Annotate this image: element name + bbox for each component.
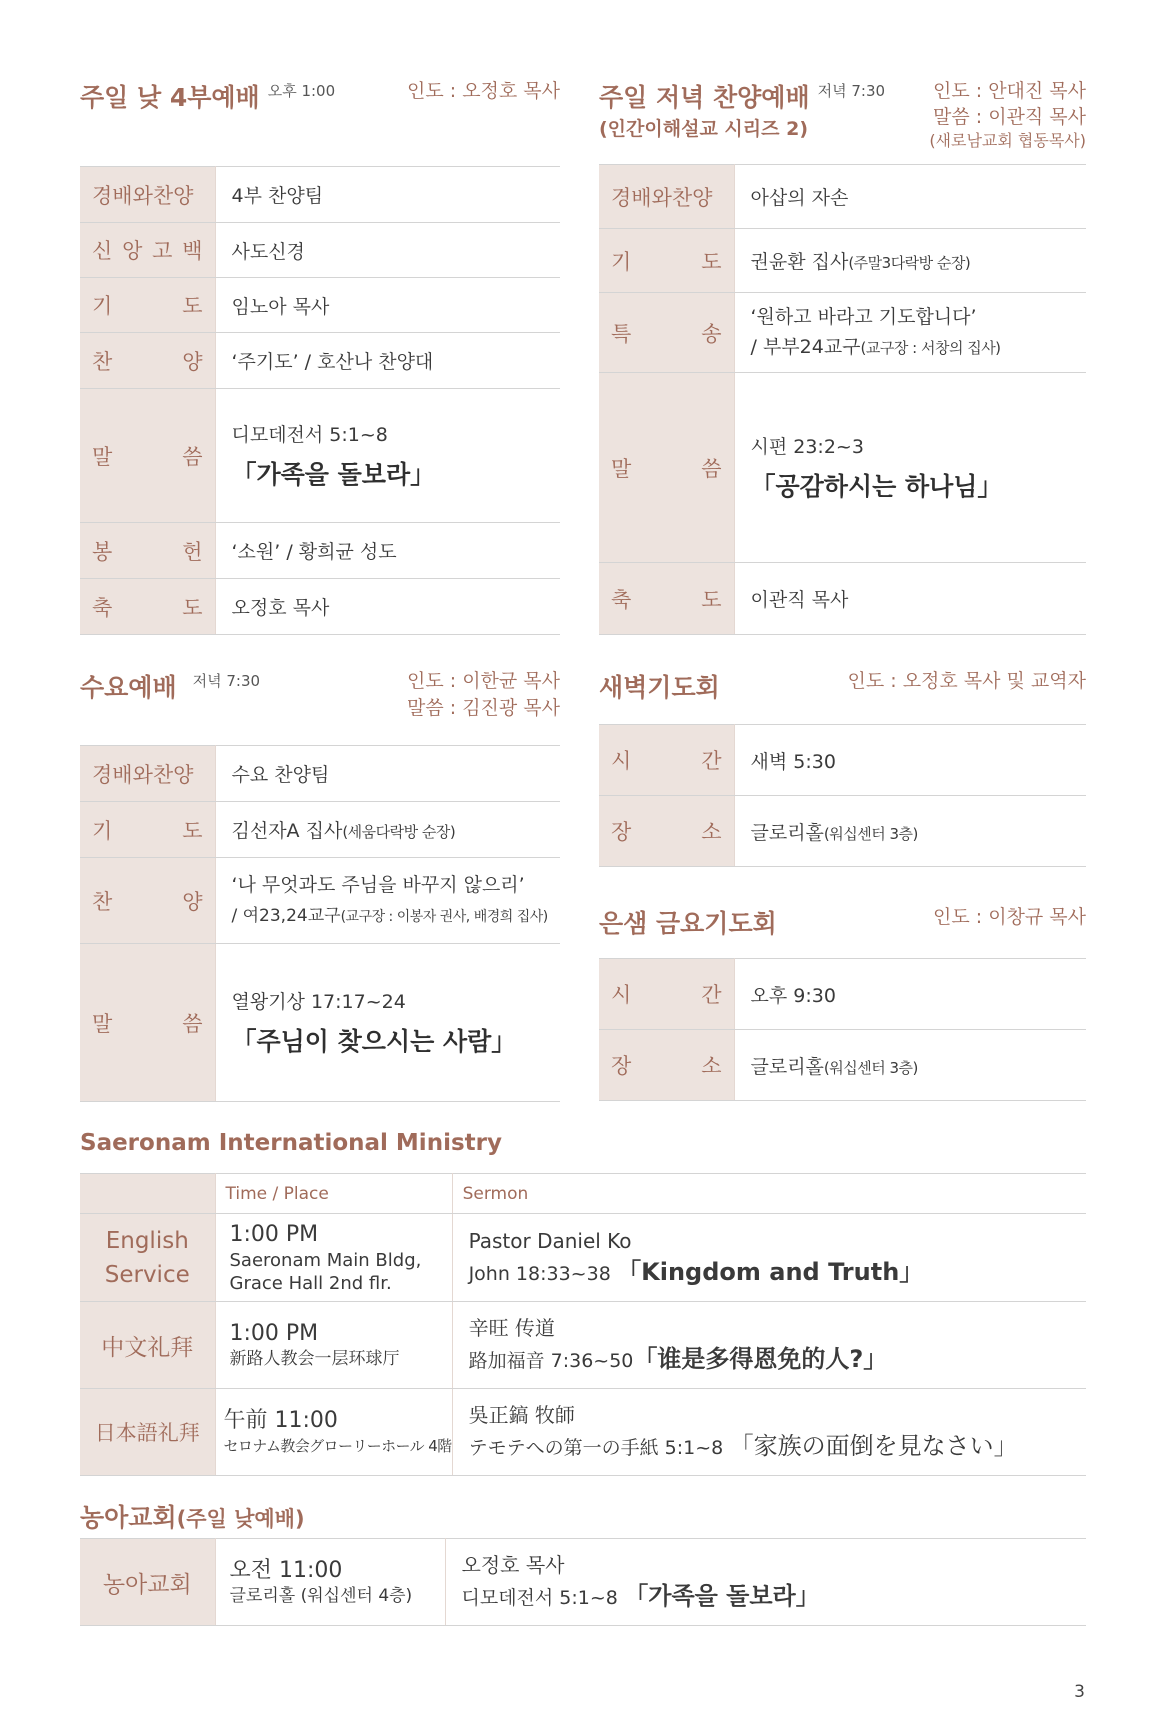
row-value: 수요 찬양팀 (215, 746, 560, 802)
row-label (599, 1030, 734, 1101)
label-char: 찬 (92, 349, 113, 374)
row-value-note: (주말3다락방 순장) (848, 254, 971, 272)
row-value: 사도신경 (215, 223, 560, 278)
evening-leader (929, 78, 1086, 152)
spaced-label (92, 235, 203, 265)
spaced-label (92, 290, 203, 320)
row-value: ‘주기도’ / 호산나 찬양대 (215, 333, 560, 389)
row-value (734, 1030, 1086, 1101)
service-place: 新路人教会一层环球厅 (229, 1348, 400, 1369)
row-label: 경배와찬양 (80, 167, 215, 223)
label-char: 간 (701, 983, 722, 1007)
spaced-label (92, 815, 203, 845)
sermon-reference: 시편 23:2~3 (750, 436, 864, 458)
label-char: 소 (701, 820, 722, 844)
service-time: 午前 11:00 (223, 1407, 338, 1433)
label-char: 기 (92, 818, 113, 843)
spaced-label (611, 246, 722, 276)
table-row (599, 229, 1086, 293)
row-value-note: (워십센터 3층) (823, 1058, 918, 1077)
table-row (80, 167, 560, 223)
dawn-header (599, 668, 1086, 724)
label-char: 장 (611, 820, 632, 844)
nonga-subtitle: (주일 낮예배) (176, 1507, 305, 1531)
row-value-line1: ‘원하고 바라고 기도합니다’ (750, 306, 977, 328)
table-row (599, 796, 1086, 867)
label-char: 헌 (182, 539, 203, 564)
sermon-reference: テモテへの第一の手紙 5:1~8 (468, 1437, 724, 1459)
table-header (80, 1174, 1086, 1214)
label-char: 특 (611, 321, 632, 346)
evening-preacher-note: (새로남교회 협동목사) (929, 131, 1086, 150)
page-number: 3 (1074, 1682, 1085, 1702)
sermon-line (469, 1256, 1086, 1290)
sermon-title: 「공감하시는 하나님」 (750, 472, 1003, 501)
label-char: 말 (92, 444, 113, 469)
sermon-reference: 열왕기상 17:17~24 (231, 991, 406, 1013)
label-char: 양 (182, 349, 203, 374)
row-value: 아삽의 자손 (734, 165, 1086, 229)
sermon-line (469, 1430, 1086, 1464)
row-value-line2: / 여23,24교구(교구장 : 이봉자 권사, 배경희 집사) (231, 905, 548, 926)
label-char: 신 (92, 239, 113, 263)
row-label (80, 223, 215, 278)
sermon-cell (452, 1302, 1086, 1389)
service-place: 글로리홀 (워십센터 4층) (229, 1585, 413, 1606)
wednesday-leader-text: 인도 : 이한균 목사 (407, 670, 560, 692)
row-value: 오후 9:30 (734, 959, 1086, 1030)
row-label (80, 278, 215, 333)
evening-preacher: 말씀 : 이관직 목사 (933, 106, 1086, 128)
label-char: 말 (611, 456, 632, 481)
label-char: 고 (152, 239, 173, 263)
evening-leader-text: 인도 : 안대진 목사 (933, 80, 1086, 102)
row-label (80, 389, 215, 523)
sermon-line (469, 1343, 1086, 1377)
label-char: 씀 (182, 444, 203, 469)
table-row (80, 579, 560, 635)
wednesday-table (80, 745, 560, 1102)
sermon-cell (734, 373, 1086, 563)
sermon-title: 「가족을 돌보라」 (231, 460, 436, 489)
time-place-cell (215, 1539, 445, 1626)
row-value-text: 김선자A 집사 (231, 820, 343, 842)
preacher: Pastor Daniel Ko (468, 1228, 632, 1253)
label-char: 찬 (92, 889, 113, 914)
table-row (599, 563, 1086, 635)
table-row (80, 944, 560, 1102)
time-place-cell (215, 1302, 452, 1389)
friday-section (599, 904, 1086, 1101)
label-char: 축 (92, 595, 113, 620)
row-value (215, 802, 560, 858)
time-place-cell (215, 1214, 452, 1302)
header-sermon: Sermon (452, 1174, 1086, 1214)
nonga-title-text: 농아교회 (80, 1503, 177, 1532)
evening-section (599, 78, 1086, 635)
label-char: 봉 (92, 539, 113, 564)
dawn-table (599, 724, 1086, 867)
time-place-cell (215, 1389, 452, 1476)
service-place: Saeronam Main Bldg, Grace Hall 2nd flr. (229, 1249, 422, 1294)
table-row (599, 725, 1086, 796)
header-time-place: Time / Place (215, 1174, 452, 1214)
service-time: 1:00 PM (229, 1320, 319, 1346)
wednesday-title: 수요예배 $^{저녁 7:30}$ (80, 672, 261, 702)
label-char: 씀 (182, 1011, 203, 1036)
sermon-title: 「谁是多得恩免的人?」 (633, 1345, 888, 1373)
row-value: 새벽 5:30 (734, 725, 1086, 796)
nonga-section (80, 1538, 1086, 1626)
row-label (80, 858, 215, 944)
row-label (599, 725, 734, 796)
row-value-note: (세움다락방 순장) (342, 823, 456, 841)
label-char: 도 (182, 818, 203, 843)
row-value-text: 글로리홀 (750, 1055, 824, 1078)
row-label (599, 796, 734, 867)
preacher: 오정호 목사 (461, 1553, 565, 1577)
service-time: 오전 11:00 (229, 1557, 343, 1583)
sermon-reference: 디모데전서 5:1~8 (231, 424, 388, 446)
row-label (599, 293, 734, 373)
row-value-line1: ‘나 무엇과도 주님을 바꾸지 않으리’ (231, 873, 525, 896)
sunday4-section (80, 78, 560, 635)
spaced-label (611, 453, 722, 483)
wednesday-time: 저녁 7:30 (192, 672, 261, 690)
evening-table (599, 164, 1086, 635)
row-value: 오정호 목사 (215, 579, 560, 635)
table-row (80, 1539, 1086, 1626)
label-char: 장 (611, 1054, 632, 1078)
spaced-label (611, 584, 722, 614)
label-char: 앙 (122, 239, 143, 263)
row-value: 4부 찬양팀 (215, 167, 560, 223)
sunday4-title: 주일 낮 4부예배 $^{오후 1:00}$ (80, 82, 336, 112)
table-row (599, 959, 1086, 1030)
spaced-label (92, 346, 203, 376)
sermon-reference: John 18:33~38 (468, 1262, 611, 1285)
evening-subtitle: (인간이해설교 시리즈 2) (599, 118, 809, 140)
friday-title: 은샘 금요기도회 (599, 909, 777, 938)
nonga-table (80, 1538, 1086, 1626)
service-label: 日本語礼拜 (80, 1389, 215, 1476)
row-value-line2: / 부부24교구(교구장 : 서창의 집사) (750, 336, 1001, 358)
evening-title: 주일 저녁 찬양예배 $^{저녁 7:30}$ (599, 82, 886, 112)
dawn-leader: 인도 : 오정호 목사 및 교역자 (847, 670, 1086, 692)
row-value: ‘소원’ / 황희균 성도 (215, 523, 560, 579)
intl-table (80, 1173, 1086, 1476)
label-char: 기 (92, 294, 113, 318)
intl-title: Saeronam International Ministry (80, 1130, 502, 1156)
label-char: 송 (701, 321, 722, 346)
row-label: 경배와찬양 (599, 165, 734, 229)
row-value-note: (교구장 : 이봉자 권사, 배경희 집사) (340, 908, 548, 925)
table-row (80, 1302, 1086, 1389)
table-row (80, 333, 560, 389)
service-label: 농아교회 (80, 1539, 215, 1626)
row-value (734, 229, 1086, 293)
sermon-cell (445, 1539, 1086, 1626)
dawn-section (599, 668, 1086, 867)
row-value (734, 293, 1086, 373)
sermon-title: 「Kingdom and Truth」 (617, 1257, 924, 1286)
table-row (80, 278, 560, 333)
sermon-cell (452, 1214, 1086, 1302)
sunday4-header (80, 78, 560, 166)
row-label (80, 579, 215, 635)
preacher: 吳正鎬 牧師 (468, 1403, 575, 1427)
label-char: 백 (182, 239, 203, 263)
table-row (599, 373, 1086, 563)
sermon-cell (215, 944, 560, 1102)
table-row (80, 223, 560, 278)
spaced-label (92, 1008, 203, 1038)
row-value (215, 858, 560, 944)
nonga-title (80, 1498, 305, 1534)
table-row (80, 858, 560, 944)
label-char: 간 (701, 749, 722, 773)
table-row (599, 293, 1086, 373)
row-label (599, 959, 734, 1030)
label-char: 말 (92, 1011, 113, 1036)
sermon-cell (215, 389, 560, 523)
row-value (734, 796, 1086, 867)
table-row (80, 802, 560, 858)
row-label (80, 333, 215, 389)
wednesday-section (80, 668, 560, 1102)
wednesday-header (80, 668, 560, 745)
evening-time: 저녁 7:30 (817, 82, 886, 100)
label-char: 축 (611, 587, 632, 612)
row-label (599, 373, 734, 563)
table-row (80, 389, 560, 523)
sunday4-table (80, 166, 560, 635)
wednesday-preacher: 말씀 : 김진광 목사 (407, 697, 560, 719)
sermon-title: 「家族の面倒を見なさい」 (729, 1432, 1018, 1460)
spaced-label (92, 441, 203, 471)
label-char: 도 (182, 595, 203, 620)
sunday4-leader: 인도 : 오정호 목사 (407, 80, 560, 102)
spaced-label (92, 592, 203, 622)
service-time: 1:00 PM (229, 1221, 319, 1247)
row-value: 임노아 목사 (215, 278, 560, 333)
header-blank (80, 1174, 215, 1214)
service-place: セロナム教会グローリーホール 4階 (223, 1436, 452, 1455)
row-label (80, 523, 215, 579)
row-value-note: (워십센터 3층) (823, 824, 918, 843)
label-char: 소 (701, 1054, 722, 1078)
row-label: 경배와찬양 (80, 746, 215, 802)
row-value-text: 글로리홀 (750, 821, 824, 844)
table-row (599, 1030, 1086, 1101)
service-label-line2: Service (104, 1261, 190, 1288)
intl-section (80, 1173, 1086, 1476)
row-label (599, 563, 734, 635)
row-value-note: (교구장 : 서창의 집사) (860, 339, 1001, 357)
table-row (80, 746, 560, 802)
label-char: 도 (701, 249, 722, 274)
row-value: 이관직 목사 (734, 563, 1086, 635)
label-char: 기 (611, 249, 632, 274)
table-row (80, 1389, 1086, 1476)
table-row (80, 1214, 1086, 1302)
spaced-label (611, 745, 722, 775)
table-row (80, 523, 560, 579)
wednesday-leader (407, 668, 560, 722)
service-label-line1: English (105, 1227, 189, 1254)
label-char: 도 (701, 587, 722, 612)
row-label (599, 229, 734, 293)
spaced-label (92, 886, 203, 916)
sunday4-time: 오후 1:00 (267, 82, 336, 100)
evening-header (599, 78, 1086, 166)
spaced-label (611, 816, 722, 846)
sermon-title: 「주님이 찾으시는 사람」 (231, 1027, 517, 1056)
spaced-label (611, 1050, 722, 1080)
label-char: 도 (182, 294, 203, 318)
friday-header (599, 904, 1086, 958)
row-label (80, 802, 215, 858)
sermon-reference: 디모데전서 5:1~8 (461, 1587, 618, 1609)
preacher: 辛旺 传道 (468, 1316, 555, 1340)
friday-table (599, 958, 1086, 1101)
sermon-title: 「가족을 돌보라」 (624, 1582, 820, 1610)
label-char: 시 (611, 749, 632, 773)
table-row (599, 165, 1086, 229)
label-char: 양 (182, 889, 203, 914)
spaced-label (611, 979, 722, 1009)
spaced-label (92, 536, 203, 566)
spaced-label (611, 318, 722, 348)
label-char: 시 (611, 983, 632, 1007)
friday-leader: 인도 : 이창규 목사 (933, 906, 1086, 928)
service-label (80, 1214, 215, 1302)
row-value-text: 권윤환 집사 (750, 251, 849, 273)
dawn-title: 새벽기도회 (599, 673, 720, 702)
sermon-cell (452, 1389, 1086, 1476)
service-label: 中文礼拜 (80, 1302, 215, 1389)
row-label (80, 944, 215, 1102)
sermon-reference: 路加福音 7:36~50 (468, 1350, 634, 1372)
sermon-line (462, 1580, 1087, 1614)
label-char: 씀 (701, 456, 722, 481)
